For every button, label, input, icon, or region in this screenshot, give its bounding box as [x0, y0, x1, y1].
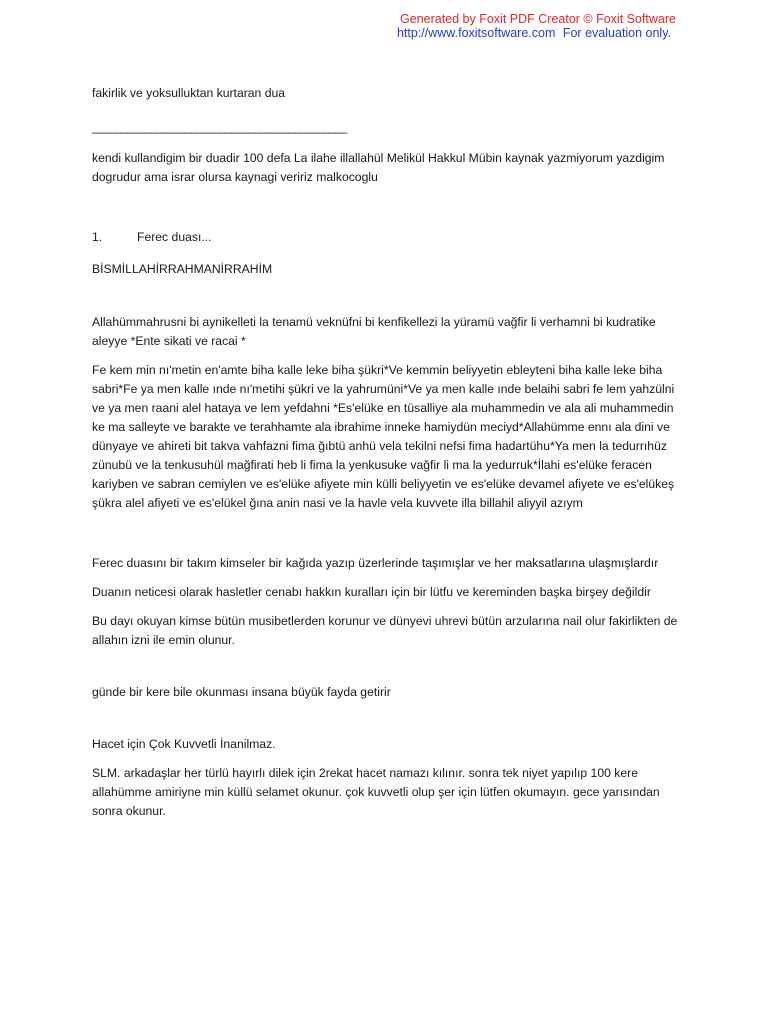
watermark-line2 [384, 26, 684, 40]
note-paragraph-1: Ferec duasını bir takım kimseler bir kağıda yazıp üzerlerinde taşımışlar ve her maksatlarına ulaşmışlardır [92, 556, 659, 570]
prayer-paragraph-1: Allahümmahrusni bi aynikelleti la tenamü veknüfni bi kenfikellezi la yüramü vağfir li verhamni bi kudratike aleyye *Ente sikati ve racai * [92, 315, 656, 348]
list-item [92, 228, 682, 247]
watermark-url: http://www.foxitsoftware.com [396, 26, 556, 40]
hacet-paragraph: SLM. arkadaşlar her türlü hayırlı dilek için 2rekat hacet namazı kılınır. sonra tek niyet yapılıp 100 kere allahümme amiriyne min küllü selamet okunur. çok kuvvetli olup şer için lütfen okumayın. gece yarısından sonra okunur. [92, 766, 660, 818]
list-label: Ferec duası... [137, 230, 212, 244]
pdf-creator-watermark [384, 12, 684, 40]
document-body [92, 84, 682, 821]
prayer-paragraph-2: Fe kem min nı'metin en'amte biha kalle leke biha şükri*Ve kemmin beliyyetin ebleyteni biha kalle leke biha sabri*Fe ya men kalle ınde nı'metihi şükri ve la yahrumüni*Ve ya men kalle ınde belaihi sabri fe lem yahzülni ve ya men raani alel hataya ve lem yefdahni *Es'elüke en tüsalliye ala muhammedin ve ala ali muhammedin ke ma salleyte ve barakte ve terahhamte ala ibrahime inneke hamiydün meciyd*Allahümme ennı ala dini ve dünyaye ve ahireti bit takva vahfazni fima ğıbtü anhü vela tekilni nefsi fima hadartühu*Ya men la tedurrıhüz zünubü ve la tenkusuhül mağfirati heb li fima la yenkusuke vağfir li ma la yedurruk*İlahi es'elüke feracen kariyben ve sabran cemiylen ve es'elüke afiyete min külli beliyyetin ve es'elüke devamel afiyete ve es'elükeş şükra alel afiyeti ve es'elükel ğına anin nasi ve la havle vela kuvvete illa billahil aliyyil azıym [92, 363, 675, 510]
bismillah-heading: BİSMİLLAHİRRAHMANİRRAHİM [92, 262, 273, 276]
watermark-generator-text: Generated by Foxit PDF Creator © Foxit Software [400, 12, 676, 26]
watermark-evaluation-note: For evaluation only. [562, 26, 672, 40]
list-number: 1. [92, 230, 103, 244]
note-paragraph-3: Bu dayı okuyan kimse bütün musibetlerden korunur ve dünyevi uhrevi bütün arzularına nail olur fakirlikten de allahın izni ile emin olunur. [92, 614, 678, 647]
separator-line: ____________________________________________ [92, 120, 347, 134]
note-paragraph-2: Duanın neticesi olarak hasletler cenabı hakkın kuralları için bir lütfu ve kereminden başka birşey değildir [92, 585, 651, 599]
document-title: fakirlik ve yoksulluktan kurtaran dua [92, 86, 286, 100]
intro-paragraph: kendi kullandigim bir duadir 100 defa La ilahe illallahül Melikül Hakkul Mübin kaynak yazmiyorum yazdigim dogrudur ama israr olursa kaynagi veririz malkocoglu [92, 151, 665, 184]
hacet-heading: Hacet için Çok Kuvvetli İnanilmaz. [92, 737, 276, 751]
note-paragraph-4: günde bir kere bile okunması insana büyük fayda getirir [92, 685, 391, 699]
